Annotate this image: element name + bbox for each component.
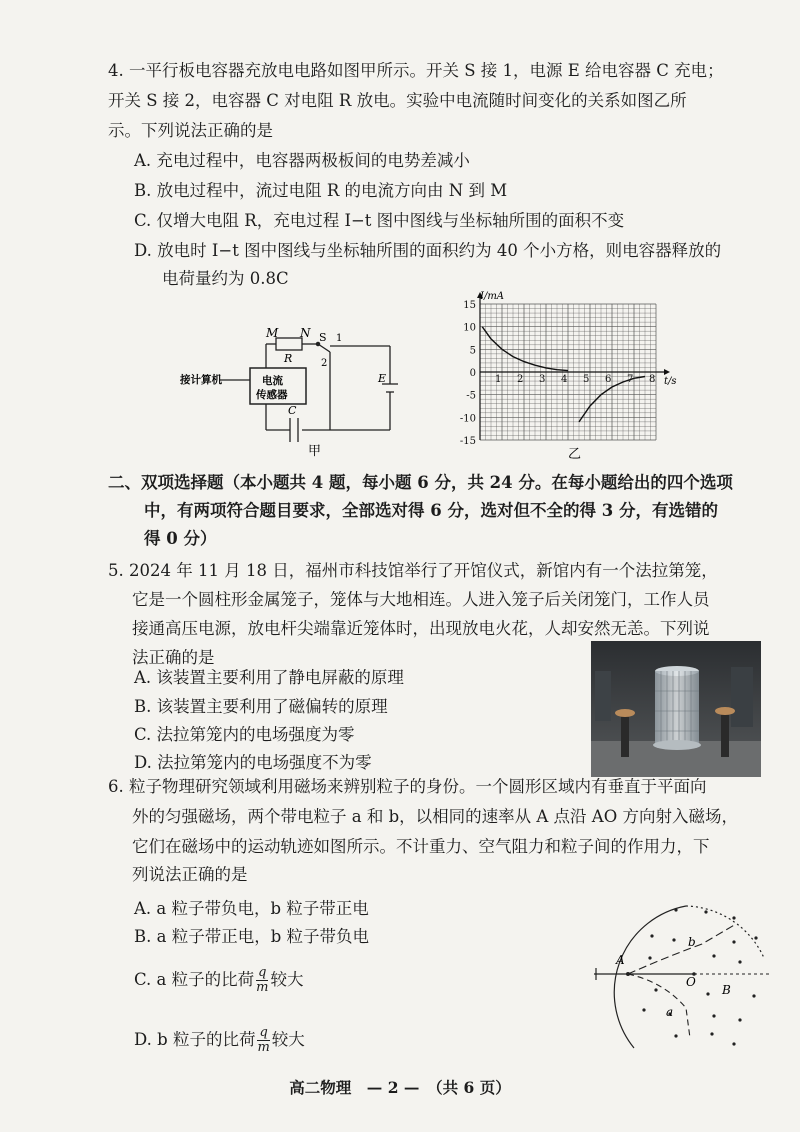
q4-option-d-line2: 电荷量约为 0.8C: [162, 269, 289, 288]
label-n: N: [300, 326, 311, 340]
q5-stem-line4: 法正确的是: [132, 648, 215, 667]
y-tick-label: -15: [459, 436, 476, 447]
y-tick-label: 5: [469, 345, 476, 357]
q6-option-c-prefix: C. a 粒子的比荷: [134, 970, 255, 989]
faraday-cage-photo: [591, 641, 761, 777]
x-axis-arrow: [664, 369, 670, 375]
q5-option-d: D. 法拉第笼内的电场强度不为零: [134, 753, 372, 772]
label-computer: 接计算机: [180, 374, 222, 386]
q6-option-c: [134, 966, 303, 995]
y-tick-label: -5: [466, 390, 476, 402]
q4-stem-line3: 示。下列说法正确的是: [108, 121, 273, 140]
frac-denominator: m: [256, 980, 269, 995]
frac-numerator: q: [259, 1025, 268, 1040]
section2-heading-line3: 得 0 分）: [144, 529, 217, 548]
x-tick-label: 5: [583, 374, 590, 385]
label-r: R: [284, 352, 293, 365]
section2-heading-line2: 中，有两项符合题目要求，全部选对得 6 分，选对但不全的得 3 分，有选错的: [144, 501, 718, 520]
page-footer: 高二物理 — 2 — （共 6 页）: [289, 1078, 511, 1097]
q6-option-a: A. a 粒子带负电，b 粒子带正电: [134, 899, 369, 918]
current-time-chart: [446, 290, 686, 462]
label-c: C: [288, 404, 297, 417]
x-tick-label: 6: [605, 374, 612, 385]
sensor-label-line2: 传感器: [256, 389, 288, 401]
q5-option-c: C. 法拉第笼内的电场强度为零: [134, 725, 355, 744]
x-tick-label: 3: [539, 374, 546, 385]
series-line-charging: [482, 327, 568, 371]
charge-mass-ratio: [256, 966, 268, 995]
x-tick-label: 4: [561, 374, 568, 385]
figure-caption-yi: 乙: [568, 447, 582, 462]
q5-option-b: B. 该装置主要利用了磁偏转的原理: [134, 697, 388, 716]
q5-stem-line3: 接通高压电源，放电杆尖端靠近笼体时，出现放电火花，人却安然无恙。下列说: [132, 619, 710, 638]
q4-option-b: B. 放电过程中，流过电阻 R 的电流方向由 N 到 M: [134, 181, 508, 200]
q4-stem-line2: 开关 S 接 2，电容器 C 对电阻 R 放电。实验中电流随时间变化的关系如图乙所: [108, 91, 687, 110]
label-m: M: [266, 326, 279, 340]
q5-stem-line1: 5. 2024 年 11 月 18 日，福州市科技馆举行了开馆仪式，新馆内有一个法拉第笼，: [108, 561, 718, 580]
circuit-diagram: [180, 322, 420, 462]
q6-option-d-prefix: D. b 粒子的比荷: [134, 1030, 256, 1049]
label-trajectory-a: a: [666, 1005, 674, 1019]
frac-denominator: m: [257, 1040, 270, 1055]
frac-numerator: q: [258, 965, 267, 980]
q6-stem-line2: 外的匀强磁场，两个带电粒子 a 和 b，以相同的速率从 A 点沿 AO 方向射入磁场，: [132, 807, 738, 826]
y-tick-label: -10: [459, 413, 476, 425]
q6-stem-line3: 它们在磁场中的运动轨迹如图所示。不计重力、空气阻力和粒子间的作用力，下: [132, 837, 710, 856]
resistor-r: [276, 338, 302, 350]
q6-option-b: B. a 粒子带正电，b 粒子带负电: [134, 927, 370, 946]
label-1: 1: [336, 333, 343, 344]
magnetic-field-diagram: [594, 898, 774, 1068]
label-e: E: [378, 372, 387, 385]
q6-stem-line1: 6. 粒子物理研究领域利用磁场来辨别粒子的身份。一个圆形区域内有垂直于平面向: [108, 777, 707, 796]
sensor-label-line1: 电流: [262, 375, 283, 387]
section2-heading-line1: 二、双项选择题（本小题共 4 题，每小题 6 分，共 24 分。在每小题给出的四个选项: [108, 473, 733, 492]
x-tick-label: 2: [517, 374, 524, 385]
x-tick-label: 1: [495, 374, 502, 385]
q5-option-a: A. 该装置主要利用了静电屏蔽的原理: [134, 668, 404, 687]
label-s: S: [319, 331, 327, 344]
y-tick-label: 15: [463, 300, 476, 311]
y-tick-label: 0: [469, 368, 476, 379]
label-point-a: A: [616, 953, 625, 967]
q5-stem-line2: 它是一个圆柱形金属笼子，笼体与大地相连。人进入笼子后关闭笼门，工作人员: [132, 590, 710, 609]
q6-option-c-suffix: 较大: [270, 970, 304, 989]
label-trajectory-b: b: [688, 935, 696, 949]
x-tick-label: 7: [627, 374, 634, 385]
y-tick-label: 10: [463, 322, 476, 334]
q4-option-a: A. 充电过程中，电容器两极板间的电势差减小: [134, 151, 470, 170]
x-axis-label: t/s: [664, 376, 677, 387]
figure-caption-jia: 甲: [308, 444, 322, 459]
charge-mass-ratio: [257, 1026, 269, 1055]
label-center-o: O: [686, 975, 696, 989]
q4-option-d-line1: D. 放电时 I−t 图中图线与坐标轴所围的面积约为 40 个小方格，则电容器释放的: [134, 241, 722, 260]
y-axis-label: I/mA: [480, 291, 505, 302]
label-2: 2: [321, 358, 328, 369]
q4-option-c: C. 仅增大电阻 R，充电过程 I−t 图中图线与坐标轴所围的面积不变: [134, 211, 625, 230]
label-field-b: B: [722, 983, 731, 997]
q6-stem-line4: 列说法正确的是: [132, 865, 248, 884]
q6-option-d: [134, 1026, 305, 1055]
q4-stem-line1: 4. 一平行板电容器充放电电路如图甲所示。开关 S 接 1，电源 E 给电容器 C 充电；: [108, 61, 724, 80]
q6-option-d-suffix: 较大: [271, 1030, 305, 1049]
x-tick-label: 8: [649, 374, 656, 385]
